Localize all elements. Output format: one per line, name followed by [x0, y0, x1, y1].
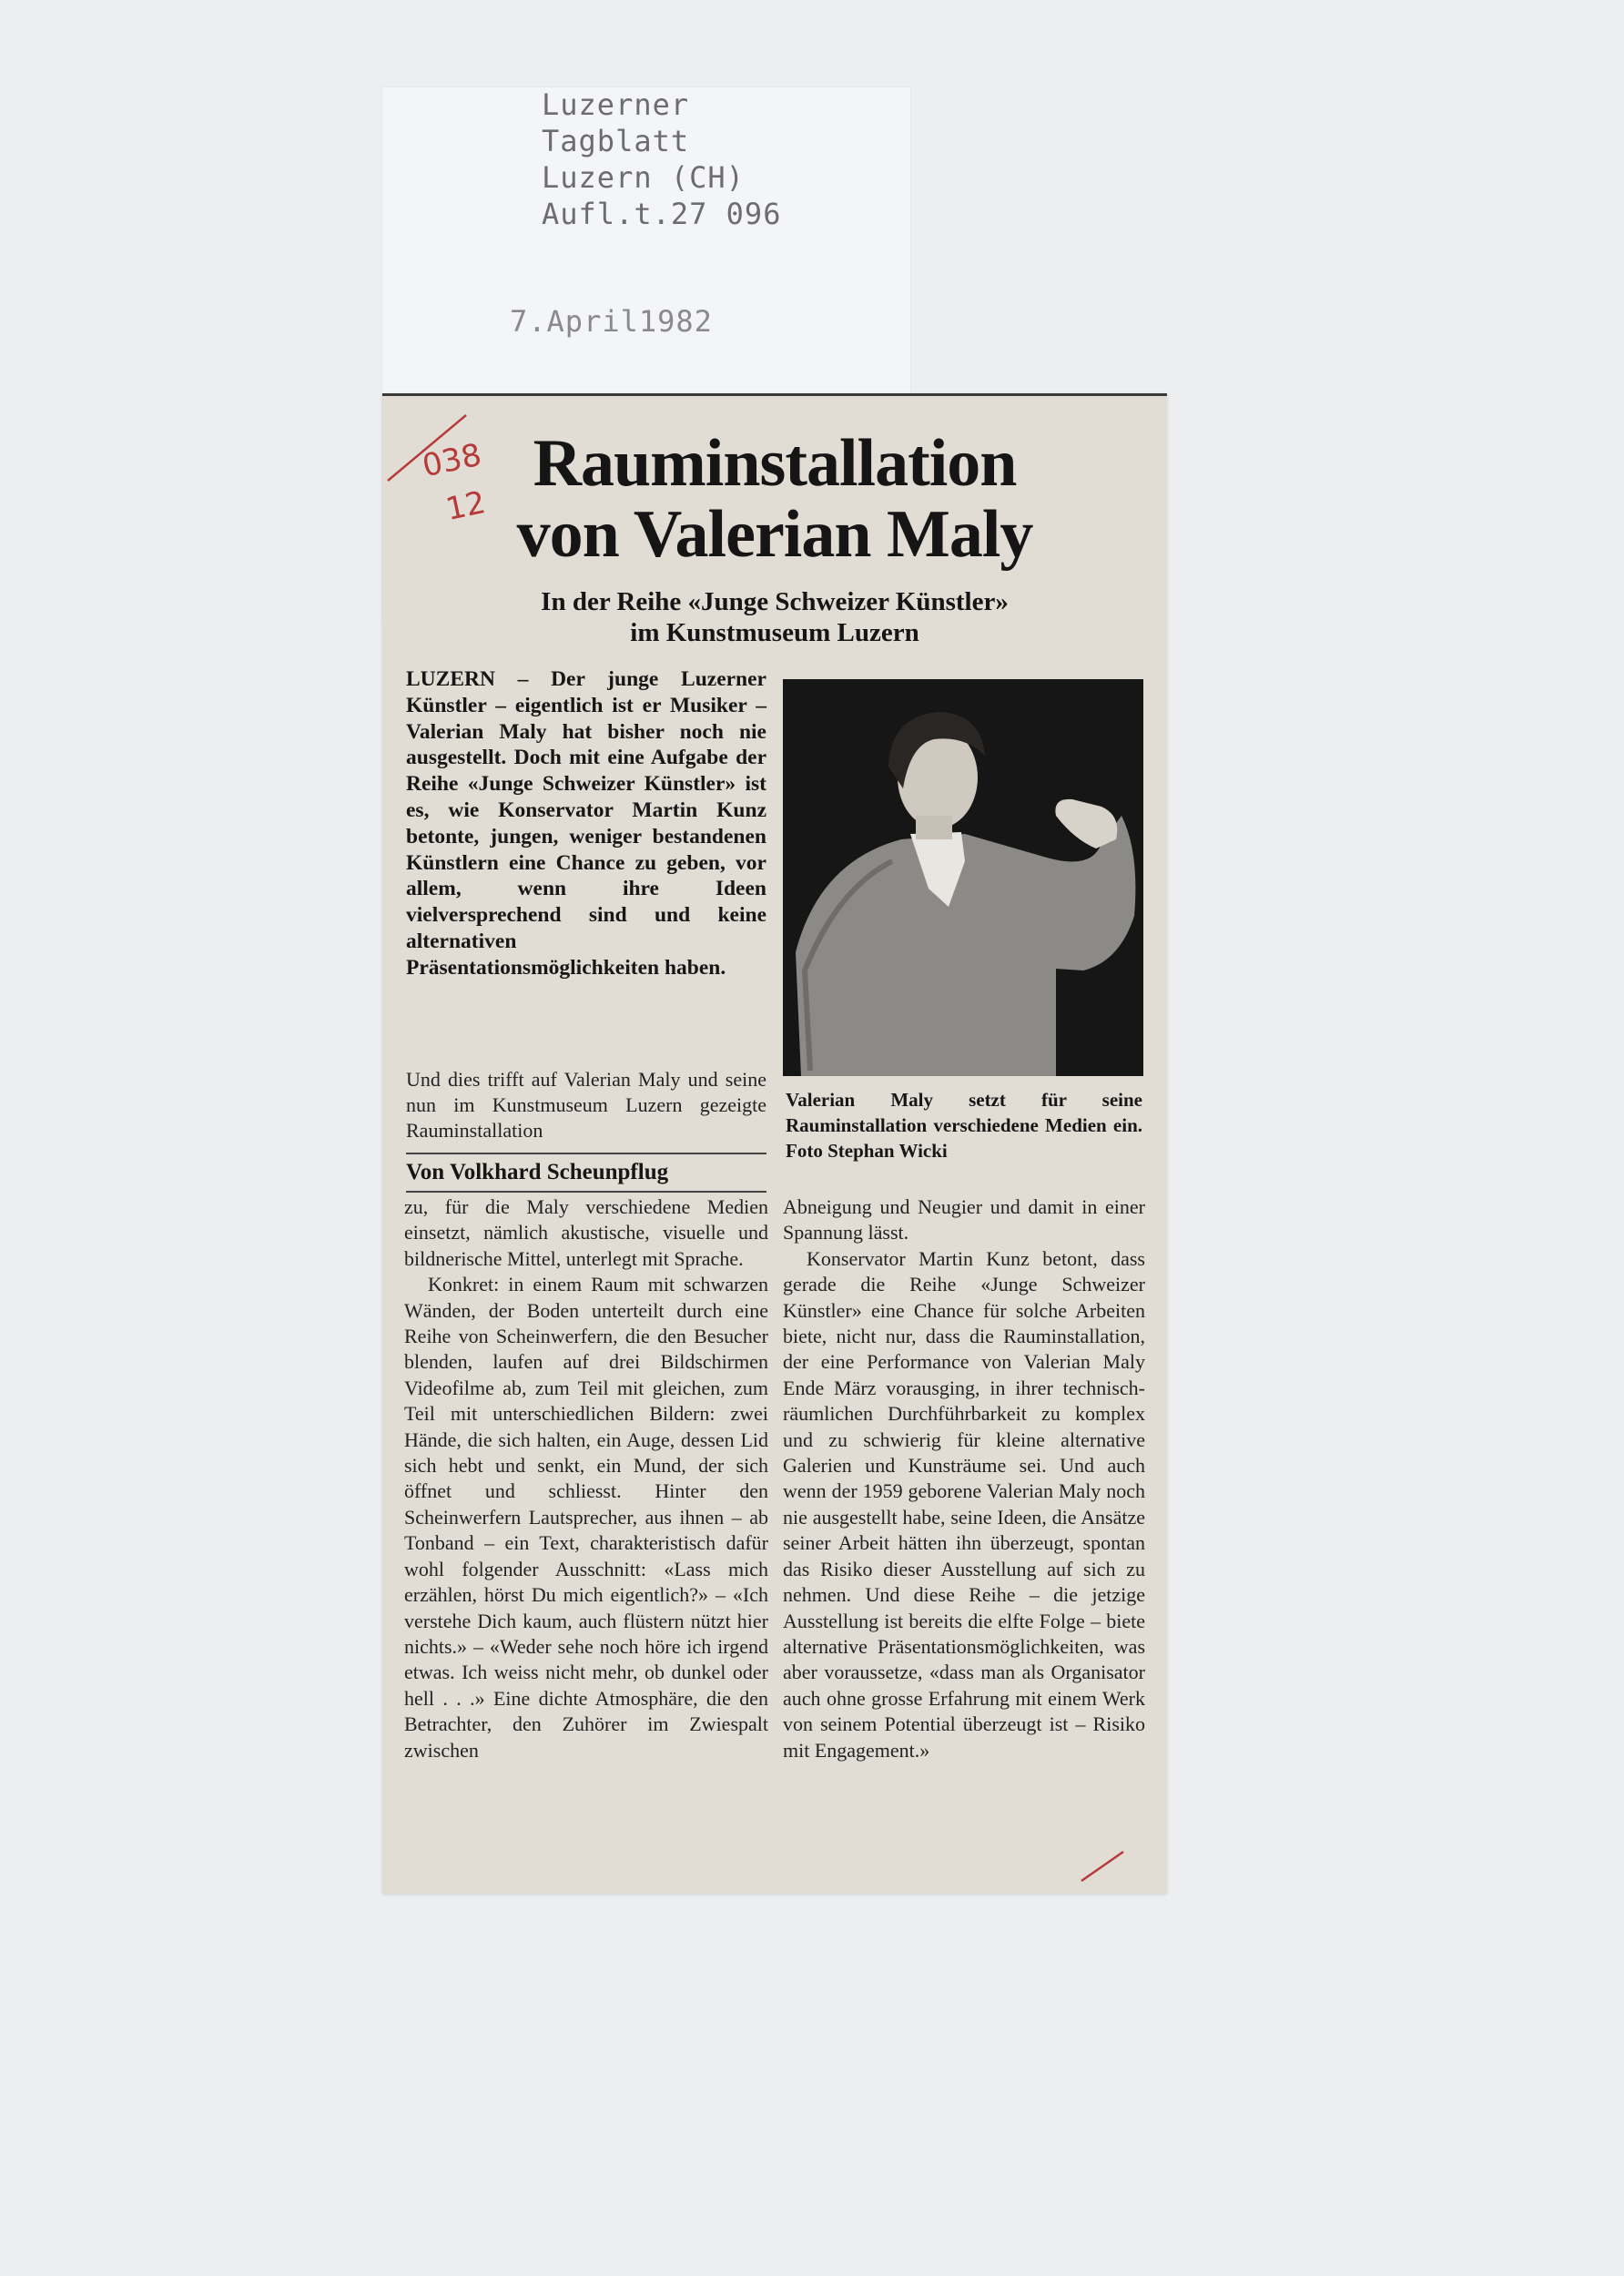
stamp-line: Aufl.t.27 096 [542, 197, 782, 231]
headline-line: von Valerian Maly [516, 497, 1033, 572]
paragraph: Konservator Martin Kunz betont, dass gerade die Reihe «Junge Schweizer Künstler» eine Chance für solche Arbeiten biete, nicht nur, dass die Rauminstallation, der eine Performance von Valerian Maly Ende März vorausging, in ihrer technisch-räumlichen Durchführbarkeit zu komplex und zu schwierig für kleine alternative Galerien und Kunsträume sei. Und auch wenn der 1959 geborene Valerian Maly noch nie ausgestellt habe, seine Ideen, die Ansätze seiner Arbeit hätten ihn überzeugt, spontan das Risiko dieser Ausstellung auf sich zu nehmen. Und diese Reihe – die jetzige Ausstellung ist bereits die elfte Folge – biete alternative Präsentationsmöglichkeiten, was aber voraussetze, «dass man als Organisator auch ohne grosse Erfahrung mit einem Werk von seinem Potential überzeugt ist – Risiko mit Engagement.» [783, 1246, 1145, 1762]
article-lead-continued: Und dies trifft auf Valerian Maly und seine nun im Kunstmuseum Luzern gezeigte Rauminstallation [406, 1068, 766, 1142]
paragraph: Konkret: in einem Raum mit schwarzen Wänden, der Boden unterteilt durch eine Reihe von Scheinwerfern, die den Besucher blenden, laufen auf drei Bildschirmen Videofilme ab, zum Teil mit gleichen, zum Teil mit unterschiedlichen Bildern: zwei Hände, die sich halten, ein Auge, dessen Lid sich hebt und senkt, ein Mund, der sich öffnet und schliesst. Hinter den Scheinwerfern Lautsprecher, aus ihnen – ab Tonband – ein Text, charakteristisch dafür wohl folgender Ausschnitt: «Lass mich erzählen, hörst Du mich eigentlich?» – «Ich verstehe Dich kaum, auch flüstern nützt hier nichts.» – «Weder sehe noch höre ich irgend etwas. Ich weiss nicht mehr, ob dunkel oder hell . . .» Eine dichte Atmosphäre, die den Betrachter, den Zuhörer im Zwiespalt zwischen [404, 1273, 768, 1762]
stamp-line: Luzern (CH) [542, 160, 745, 195]
article-headline [382, 428, 1167, 570]
paragraph: zu, für die Maly verschiedene Medien einsetzt, nämlich akustische, visuelle und bildnerische Mittel, unterlegt mit Sprache. [404, 1195, 768, 1270]
headline-line: Rauminstallation [533, 426, 1017, 501]
paragraph: Abneigung und Neugier und damit in einer Spannung lässt. [783, 1195, 1145, 1245]
stamp-line: Luzerner [542, 87, 690, 122]
red-check-mark-icon [1074, 1848, 1129, 1885]
newspaper-source-stamp [542, 86, 781, 232]
article-lead: LUZERN – Der junge Luzerner Künstler – eigentlich ist er Musiker – Valerian Maly hat bisher noch nie ausgestellt. Doch mit eine Aufgabe der Reihe «Junge Schweizer Künstler» ist es, wie Konservator Martin Kunz betonte, jungen, weniger bestandenen Künstlern eine Chance zu geben, vor allem, wenn ihre Ideen vielversprechend sind und keine alternativen Präsentationsmöglichkeiten haben. [406, 667, 766, 980]
article-byline: Von Volkhard Scheunpflug [406, 1160, 669, 1184]
portrait-figure-icon [783, 679, 1143, 1076]
handwritten-note-number: 038 [419, 436, 485, 485]
stamp-line: Tagblatt [542, 124, 690, 158]
handwritten-note-number: 12 [442, 483, 489, 529]
subhead-line: im Kunstmuseum Luzern [630, 618, 919, 647]
portrait-photo [783, 679, 1143, 1076]
article-column-left [404, 1194, 768, 1763]
photo-caption: Valerian Maly setzt für seine Rauminstallation verschiedene Medien ein. Foto Stephan Wicki [786, 1089, 1142, 1162]
newspaper-clipping [382, 393, 1167, 1894]
byline-rule [406, 1153, 766, 1154]
article-column-right [783, 1194, 1145, 1763]
subhead-line: In der Reihe «Junge Schweizer Künstler» [541, 587, 1009, 616]
article-subheadline [382, 586, 1167, 648]
byline-rule [406, 1191, 766, 1193]
date-stamp: 7.April1982 [510, 304, 713, 339]
